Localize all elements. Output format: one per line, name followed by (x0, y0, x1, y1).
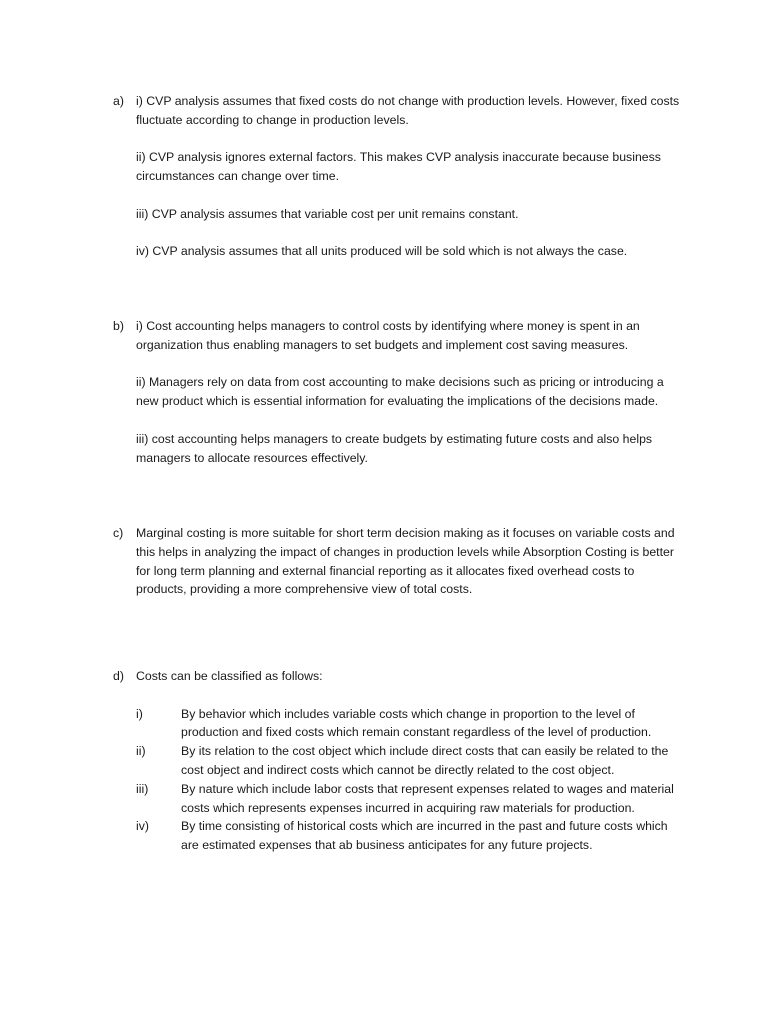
list-item (136, 780, 683, 818)
list-item (136, 817, 683, 855)
paragraph: iii) cost accounting helps managers to create budgets by estimating future costs and also helps managers to allocate resources effectively. (136, 431, 653, 465)
section-c (113, 524, 683, 599)
paragraph: ii) CVP analysis ignores external factors. This makes CVP analysis inaccurate because business circumstances can change over time. (136, 150, 661, 184)
section-body (136, 92, 683, 261)
section-marker: c) (113, 526, 124, 540)
section-a (113, 92, 683, 261)
paragraph: iii) CVP analysis assumes that variable cost per unit remains constant. (136, 206, 519, 221)
list-item (136, 742, 683, 780)
section-body (136, 667, 683, 855)
list-item-number: iv) (136, 819, 149, 834)
classification-list (136, 705, 683, 855)
list-item-text: By behavior which includes variable costs which change in proportion to the level of production and fixed costs which remain constant regardless of the level of production. (181, 706, 652, 740)
list-item-number: i) (136, 706, 143, 721)
paragraph: i) CVP analysis assumes that fixed costs do not change with production levels. However, fixed costs fluctuate according to change in production levels. (136, 94, 680, 127)
list-item-number: ii) (136, 744, 146, 759)
section-body (136, 524, 683, 599)
list-item (136, 705, 683, 743)
paragraph: i) Cost accounting helps managers to control costs by identifying where money is spent in an organization thus enabling managers to set budgets and implement cost saving measures. (136, 319, 640, 352)
section-marker: a) (113, 94, 124, 108)
paragraph: ii) Managers rely on data from cost accounting to make decisions such as pricing or introducing a new product which is essential information for evaluating the implications of the decisions made. (136, 375, 664, 409)
section-b (113, 317, 683, 467)
list-item-text: By its relation to the cost object which include direct costs that can easily be related to the cost object and indirect costs which cannot be directly related to the cost object. (181, 744, 669, 777)
paragraph: Marginal costing is more suitable for short term decision making as it focuses on variable costs and this helps in analyzing the impact of changes in production levels while Absorption Costing is better for long term planning and external financial reporting as it allocates fixed overhead costs to products, providing a more comprehensive view of total costs. (136, 526, 675, 597)
paragraph: iv) CVP analysis assumes that all units produced will be sold which is not always the case. (136, 244, 628, 259)
section-marker: d) (113, 669, 124, 683)
section-body (136, 317, 683, 467)
list-item-number: iii) (136, 781, 149, 796)
paragraph: Costs can be classified as follows: (136, 669, 323, 683)
list-item-text: By time consisting of historical costs which are incurred in the past and future costs which are estimated expenses that ab business anticipates for any future projects. (181, 819, 668, 853)
list-item-text: By nature which include labor costs that represent expenses related to wages and material costs which represents expenses incurred in acquiring raw materials for production. (181, 781, 674, 815)
section-d (113, 667, 683, 855)
section-marker: b) (113, 319, 124, 333)
